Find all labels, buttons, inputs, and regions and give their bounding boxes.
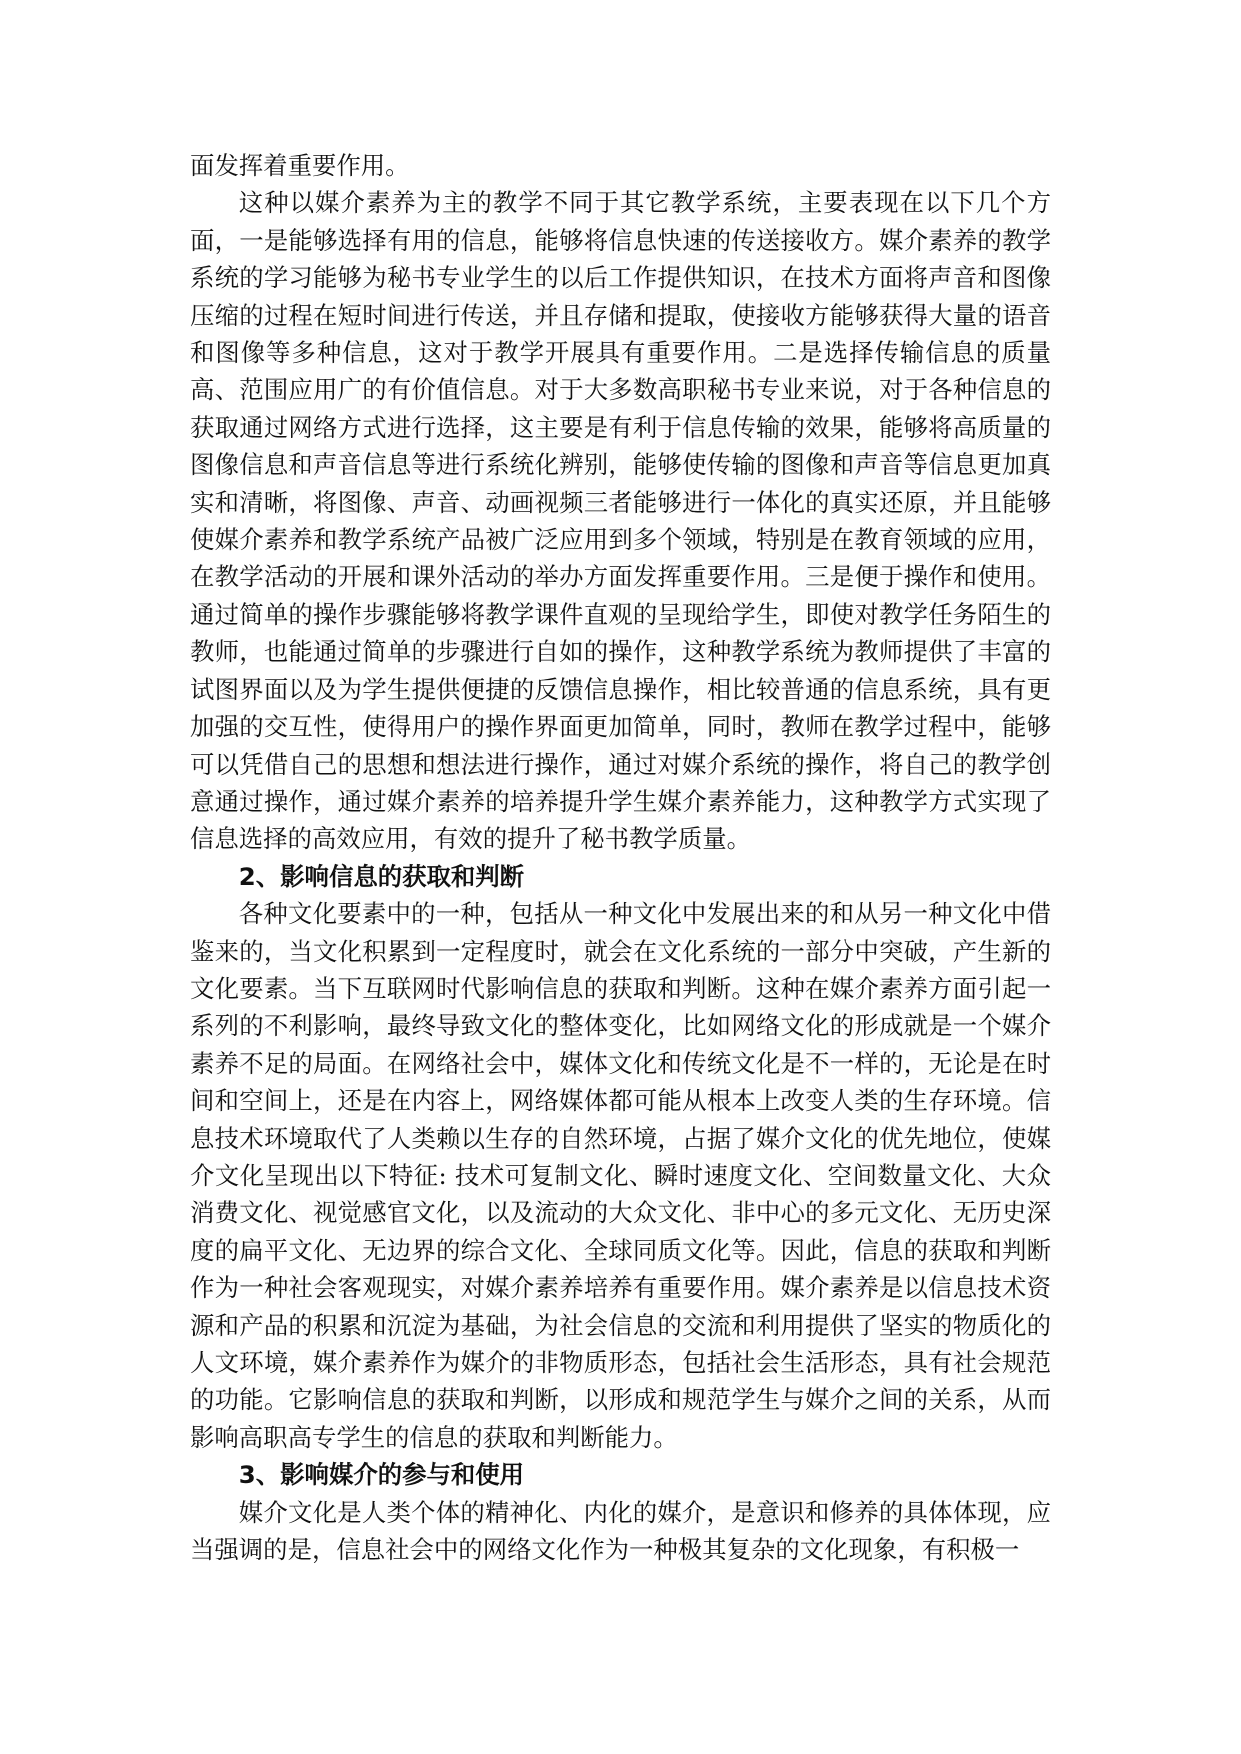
paragraph-information-acquisition: 各种文化要素中的一种，包括从一种文化中发展出来的和从另一种文化中借鉴来的，当文化积累到一定程度时，就会在文化系统的一部分中突破，产生新的文化要素。当下互联网时代影响信息的获取和判断。这种在媒介素养方面引起一系列的不利影响，最终导致文化的整体变化，比如网络文化的形成就是一个媒介素养不足的局面。在网络社会中，媒体文化和传统文化是不一样的，无论是在时间和空间上，还是在内容上，网络媒体都可能从根本上改变人类的生存环境。信息技术环境取代了人类赖以生存的自然环境，占据了媒介文化的优先地位，使媒介文化呈现出以下特征: 技术可复制文化、瞬时速度文化、空间数量文化、大众消费文化、视觉感官文化，以及流动的大众文化、非中心的多元文化、无历史深度的扁平文化、无边界的综合文化、全球同质文化等。因此，信息的获取和判断作为一种社会客观现实，对媒介素养培养有重要作用。媒介素养是以信息技术资源和产品的积累和沉淀为基础，为社会信息的交流和利用提供了坚实的物质化的人文环境，媒介素养作为媒介的非物质形态，包括社会生活形态，具有社会规范的功能。它影响信息的获取和判断，以形成和规范学生与媒介之间的关系，从而影响高职高专学生的信息的获取和判断能力。 — [190, 899, 1051, 1452]
section-heading-2: 2、影响信息的获取和判断 — [238, 861, 525, 891]
section-heading-3: 3、影响媒介的参与和使用 — [238, 1460, 525, 1490]
paragraph-continuation: 面发挥着重要作用。 — [190, 151, 410, 180]
paragraph-media-culture: 媒介文化是人类个体的精神化、内化的媒介，是意识和修养的具体体现，应当强调的是，信息社会中的网络文化作为一种极其复杂的文化现象，有积极一 — [190, 1497, 1051, 1565]
paragraph-teaching-system: 这种以媒介素养为主的教学不同于其它教学系统，主要表现在以下几个方面，一是能够选择有用的信息，能够将信息快速的传送接收方。媒介素养的教学系统的学习能够为秘书专业学生的以后工作提供知识，在技术方面将声音和图像压缩的过程在短时间进行传送，并且存储和提取，使接收方能够获得大量的语音和图像等多种信息，这对于教学开展具有重要作用。二是选择传输信息的质量高、范围应用广的有价值信息。对于大多数高职秘书专业来说，对于各种信息的获取通过网络方式进行选择，这主要是有利于信息传输的效果，能够将高质量的图像信息和声音信息等进行系统化辨别，能够使传输的图像和声音等信息更加真实和清晰，将图像、声音、动画视频三者能够进行一体化的真实还原，并且能够使媒介素养和教学系统产品被广泛应用到多个领域，特别是在教育领域的应用，在教学活动的开展和课外活动的举办方面发挥重要作用。三是便于操作和使用。通过简单的操作步骤能够将教学课件直观的呈现给学生，即使对教学任务陌生的教师，也能通过简单的步骤进行自如的操作，这种教学系统为教师提供了丰富的试图界面以及为学生提供便捷的反馈信息操作，相比较普通的信息系统，具有更加强的交互性，使得用户的操作界面更加简单，同时，教师在教学过程中，能够可以凭借自己的思想和想法进行操作，通过对媒介系统的操作，将自己的教学创意通过操作，通过媒介素养的培养提升学生媒介素养能力，这种教学方式实现了信息选择的高效应用，有效的提升了秘书教学质量。 — [190, 188, 1051, 854]
document-page — [190, 147, 1051, 1568]
